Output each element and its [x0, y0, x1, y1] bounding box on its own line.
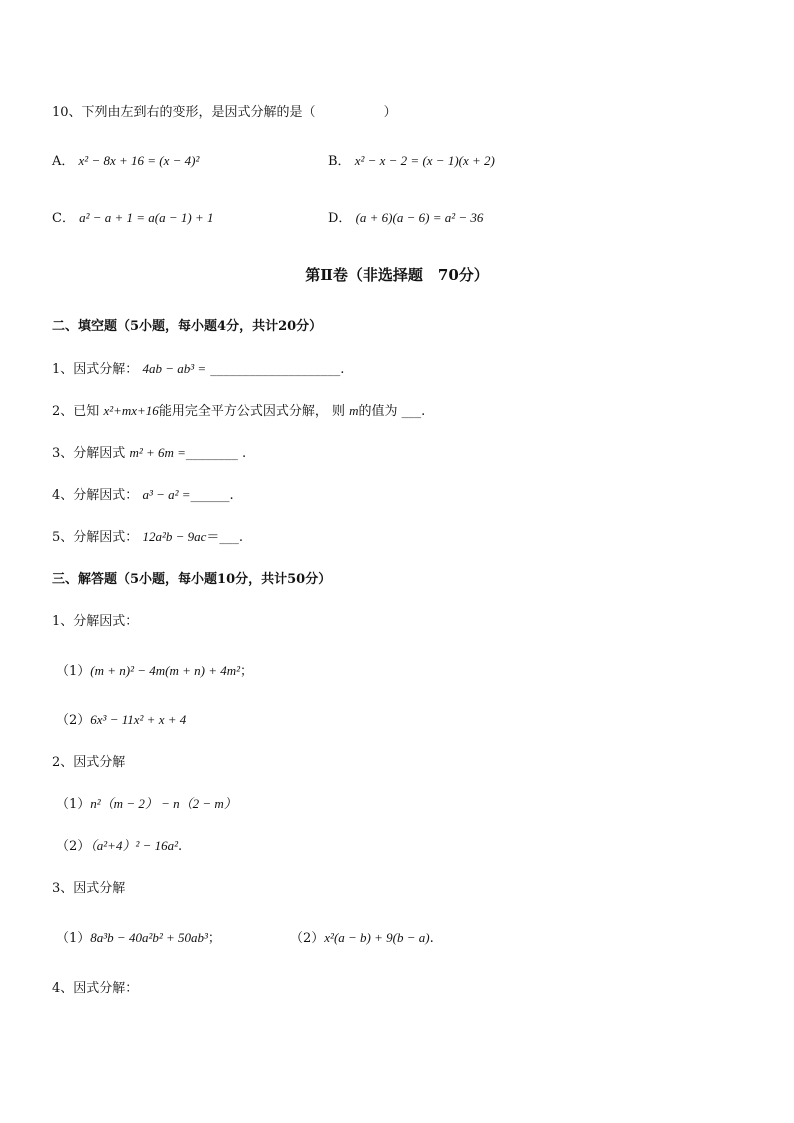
answer-question-2	[52, 751, 125, 770]
fill-question-4	[52, 484, 234, 503]
option-label: C．	[52, 211, 75, 226]
answer-q3-part-2	[290, 927, 434, 946]
section-heading-answer: 三、解答题（5小题，每小题10分，共计50分）	[52, 572, 332, 587]
period: .	[429, 931, 434, 946]
question-text: 因式分解：	[73, 981, 139, 996]
part-math: x²(a − b) + 9(b − a)	[324, 930, 430, 945]
option-math: x² − 8x + 16 = (x − 4)²	[78, 153, 200, 168]
answer-blank: ______	[190, 488, 230, 503]
part-label: （2）	[56, 839, 91, 854]
part-label: （1）	[56, 931, 91, 946]
answer-blank: ___	[219, 530, 239, 545]
option-b	[328, 150, 495, 169]
question-math: x²+mx+16	[103, 403, 159, 418]
answer-q3-part-1	[56, 927, 221, 946]
option-label: A．	[52, 154, 75, 169]
option-c	[52, 207, 214, 226]
part-label: （1）	[56, 664, 91, 679]
question-text: 的值为	[358, 404, 398, 419]
question-text: 分解因式：	[73, 614, 139, 629]
option-math: x² − x − 2 = (x − 1)(x + 2)	[354, 153, 495, 168]
option-math: (a + 6)(a − 6) = a² − 36	[355, 210, 484, 225]
question-math: 4ab − ab³ =	[142, 361, 207, 376]
option-math: a² − a + 1 = a(a − 1) + 1	[79, 210, 214, 225]
question-number: 3、	[52, 446, 74, 461]
question-text: 能用完全平方公式因式分解， 则	[158, 404, 345, 419]
period: .	[242, 446, 247, 461]
answer-blank: ___	[401, 404, 422, 419]
question-math: 12a²b − 9ac	[142, 529, 207, 544]
answer-blank: ____________________	[210, 362, 341, 377]
answer-q1-part-2	[56, 709, 186, 728]
answer-q2-part-2	[56, 835, 182, 854]
part-math: 8a³b − 40a²b² + 50ab³	[90, 930, 208, 945]
part-math: (m + n)² − 4m(m + n) + 4m²	[90, 663, 241, 678]
part-math: （a²+4）² − 16a²	[90, 838, 179, 853]
question-number: 3、	[52, 881, 74, 896]
question-number: 2、	[52, 755, 74, 770]
answer-q1-part-1	[56, 660, 253, 679]
question-text: 分解因式	[73, 446, 126, 461]
option-label: D．	[328, 211, 352, 226]
question-math: m² + 6m =	[129, 445, 186, 460]
answer-question-3	[52, 877, 125, 896]
period: .	[421, 404, 426, 419]
question-stem: 下列由左到右的变形，是因式分解的是（	[81, 105, 316, 120]
fill-question-1	[52, 358, 344, 377]
question-text: 因式分解：	[73, 362, 139, 377]
question-number: 5、	[52, 530, 74, 545]
equals-sign: ＝	[206, 530, 220, 545]
period: .	[238, 530, 244, 545]
question-number: 1、	[52, 614, 74, 629]
question-text: 分解因式：	[73, 530, 139, 545]
section-title: 第Ⅱ卷（非选择题 70分）	[305, 266, 489, 284]
question-text: 因式分解	[73, 755, 126, 770]
option-d	[328, 207, 483, 226]
question-number: 10、	[52, 105, 82, 120]
fill-question-3	[52, 442, 246, 461]
fill-question-5	[52, 526, 243, 545]
variable: m	[349, 403, 359, 418]
option-a	[52, 150, 199, 169]
question-text: 已知	[73, 404, 100, 419]
semicolon: ；	[207, 931, 221, 946]
question-text: 因式分解	[73, 881, 126, 896]
part-label: （2）	[290, 931, 325, 946]
close-paren: ）	[383, 105, 397, 120]
section-heading-fill: 二、填空题（5小题，每小题4分，共计20分）	[52, 319, 323, 334]
answer-question-1	[52, 610, 138, 629]
part-label: （2）	[56, 713, 91, 728]
period: .	[229, 488, 234, 503]
option-label: B．	[328, 154, 351, 169]
question-number: 4、	[52, 981, 74, 996]
part-math: 6x³ − 11x² + x + 4	[90, 712, 187, 727]
period: .	[178, 839, 183, 854]
question-number: 4、	[52, 488, 74, 503]
question-10	[52, 101, 397, 120]
answer-q2-part-1	[56, 793, 237, 812]
question-number: 2、	[52, 404, 74, 419]
question-number: 1、	[52, 362, 74, 377]
semicolon: ；	[240, 664, 254, 679]
part-label: （1）	[56, 797, 91, 812]
fill-question-2	[52, 400, 425, 419]
question-text: 分解因式：	[73, 488, 139, 503]
question-math: a³ − a² =	[142, 487, 191, 502]
answer-question-4	[52, 977, 138, 996]
part-math: n²（m − 2） − n（2 − m）	[90, 796, 237, 811]
period: .	[340, 362, 345, 377]
answer-blank: ________	[185, 446, 238, 461]
